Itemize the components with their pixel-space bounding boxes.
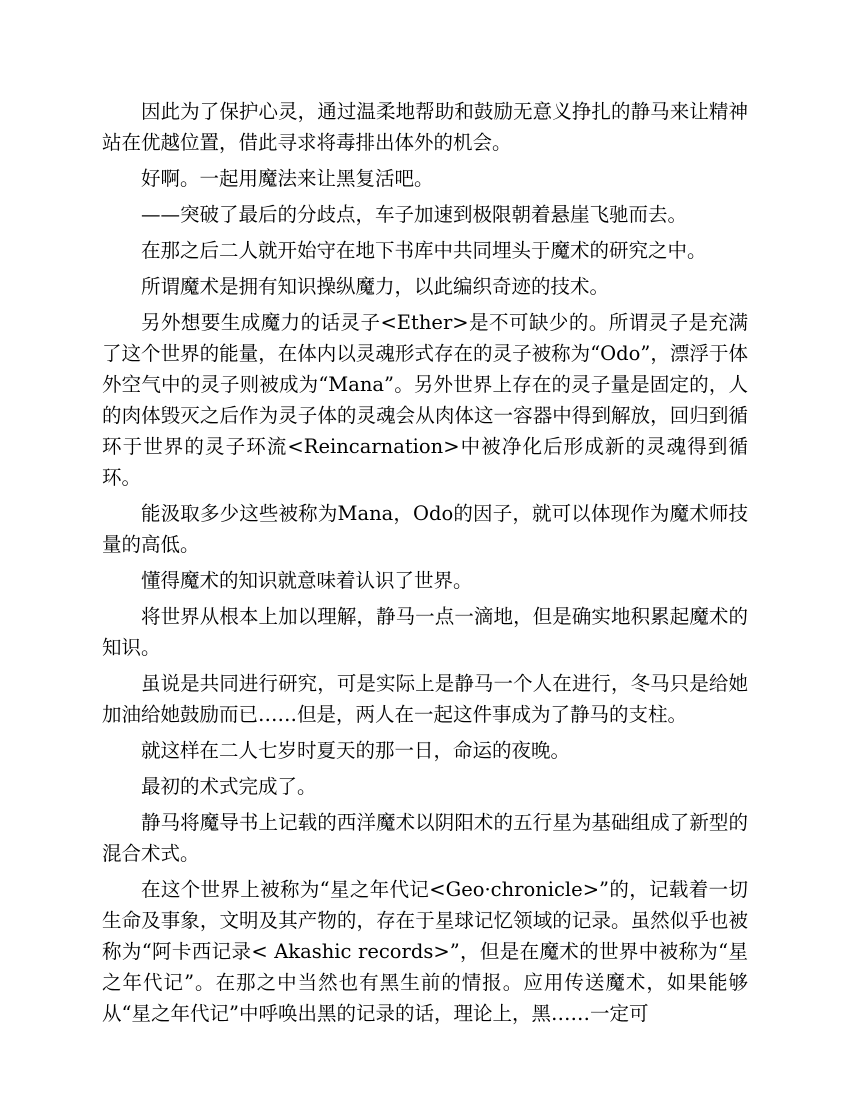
paragraph: 好啊。一起用魔法来让黑复活吧。	[141, 167, 434, 190]
document-page	[102, 96, 748, 1034]
paragraph: ——突破了最后的分歧点，车子加速到极限朝着悬崖飞驰而去。	[141, 203, 688, 226]
paragraph: 静马将魔导书上记载的西洋魔术以阴阳术的五行星为基础组成了新型的混合术式。	[102, 811, 748, 865]
paragraph: 能汲取多少这些被称为Mana，Odo的因子，就可以体现作为魔术师技量的高低。	[102, 502, 748, 556]
paragraph: 在这个世界上被称为“星之年代记<Geo·chronicle>”的，记载着一切生命及事象，文明及其产物的，存在于星球记忆领域的记录。虽然似乎也被称为“阿卡西记录< Akashic records>”，但是在魔术的世界中被称为“星之年代记”。在那之中当然也有黑生前的情报。应用传送魔术，如果能够从“星之年代记”中呼唤出黑的记录的话，理论上，黑……一定可	[102, 878, 748, 1025]
paragraph: 虽说是共同进行研究，可是实际上是静马一个人在进行，冬马只是给她加油给她鼓励而已……但是，两人在一起这件事成为了静马的支柱。	[102, 672, 748, 726]
paragraph: 懂得魔术的知识就意味着认识了世界。	[141, 569, 473, 592]
paragraph: 因此为了保护心灵，通过温柔地帮助和鼓励无意义挣扎的静马来让精神站在优越位置，借此寻求将毒排出体外的机会。	[102, 100, 748, 154]
paragraph: 在那之后二人就开始守在地下书库中共同埋头于魔术的研究之中。	[141, 239, 707, 262]
paragraph: 就这样在二人七岁时夏天的那一日，命运的夜晚。	[141, 739, 571, 762]
paragraph: 最初的术式完成了。	[141, 775, 317, 798]
paragraph: 所谓魔术是拥有知识操纵魔力，以此编织奇迹的技术。	[141, 275, 610, 298]
paragraph: 另外想要生成魔力的话灵子<Ether>是不可缺少的。所谓灵子是充满了这个世界的能量，在体内以灵魂形式存在的灵子被称为“Odo”，漂浮于体外空气中的灵子则被成为“Mana”。另外世界上存在的灵子量是固定的，人的肉体毁灭之后作为灵子体的灵魂会从肉体这一容器中得到解放，回归到循环于世界的灵子环流<Reincarnation>中被净化后形成新的灵魂得到循环。	[102, 311, 748, 489]
paragraph: 将世界从根本上加以理解，静马一点一滴地，但是确实地积累起魔术的知识。	[102, 605, 748, 659]
